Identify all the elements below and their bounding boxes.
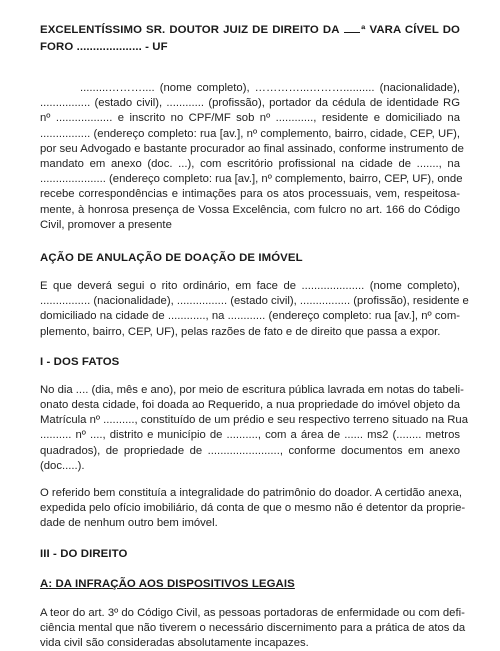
civil-code-paragraph	[40, 606, 466, 651]
court-number-blank	[344, 22, 360, 33]
paragraph-line: .........……….... (nome completo), …………...……….......... (nacionalidade),	[80, 82, 460, 94]
paragraph-line: Civil, promover a presente	[40, 218, 172, 231]
court-address-heading	[40, 22, 460, 56]
subsection-heading-legal-infraction: A: DA INFRAÇÃO AOS DISPOSITIVOS LEGAIS	[40, 577, 295, 590]
paragraph-line: plemento, bairro, CEP, UF), pelas razões de fato e de direito que passa a expor.	[40, 325, 441, 338]
section-heading-facts: I - DOS FATOS	[40, 355, 120, 368]
paragraph-line: .......... nº ...., distrito e município de .........., com a área de ...... ms2 (........ metros	[40, 429, 460, 442]
paragraph-line: nº .................. e inscrito no CPF/MF sob nº ............, residente e domiciliado na	[40, 112, 460, 125]
intro-paragraph	[40, 81, 464, 233]
paragraph-line: ................ (nacionalidade), ................ (estado civil), ................ (profissão), residente e	[40, 295, 469, 308]
section-heading-law: III - DO DIREITO	[40, 547, 128, 560]
paragraph-line: ..................... (endereço completo: rua [av.], nº complemento, bairro, CEP, UF), onde	[40, 173, 463, 186]
paragraph-line: (doc.....).	[40, 459, 85, 472]
paragraph-line: dade de nenhum outro bem imóvel.	[40, 517, 218, 530]
paragraph-line: por seu Advogado e bastante procurador ao final assinado, conforme instrumento de	[40, 142, 464, 155]
heading-line-2: FORO .................... - UF	[40, 41, 168, 53]
facts-paragraph	[40, 383, 468, 474]
heading-line-1-end: ª VARA CÍVEL DO	[361, 24, 461, 36]
paragraph-line: mandato em anexo (doc. ...), com escritório profissional na cidade de ......., na	[40, 158, 460, 171]
paragraph-line: vida civil são consideradas absolutamente incapazes.	[40, 637, 309, 650]
heading-line-1	[40, 22, 460, 39]
paragraph-line: No dia .... (dia, mês e ano), por meio de escritura pública lavrada em notas do tabeli-	[40, 383, 464, 396]
heading-line-1-start: EXCELENTÍSSIMO SR. DOUTOR JUIZ DE DIREITO DA	[40, 24, 340, 36]
paragraph-line: Matrícula nº .........., constituído de um prédio e seu respectivo terreno situado na Rua	[40, 414, 468, 427]
paragraph-line: mente, à honrosa presença de Vossa Excelência, com fulcro no art. 166 do Código	[40, 203, 460, 216]
paragraph-line: expedida pelo ofício imobiliário, dá conta de que o mesmo não é detentor da proprie-	[40, 502, 466, 515]
defendant-paragraph	[40, 279, 469, 340]
paragraph-line: ciência mental que não tiverem o necessário discernimento para a prática de atos da	[40, 621, 466, 634]
paragraph-line: ................ (endereço completo: rua [av.], nº complemento, bairro, cidade, CEP, UF),	[40, 127, 460, 140]
patrimony-paragraph	[40, 486, 466, 532]
paragraph-line: A teor do art. 3º do Código Civil, as pessoas portadoras de enfermidade ou com defi-	[40, 606, 465, 619]
paragraph-line: onato desta cidade, foi doada ao Requerido, a nua propriedade do imóvel objeto da	[40, 399, 460, 412]
paragraph-line: O referido bem constituía a integralidade do patrimônio do doador. A certidão anexa,	[40, 487, 463, 500]
paragraph-line: quadrados), de propriedade de ......................., conforme documentos em anexo	[40, 444, 460, 457]
paragraph-line: recebe correspondências e intimações para os atos processuais, vem, respeitosa-	[40, 188, 460, 201]
paragraph-line: ................ (estado civil), ............ (profissão), portador da cédula de identidade RG	[40, 97, 460, 110]
paragraph-line: domiciliado na cidade de ............, na ............ (endereço completo: rua [av.], nº com-	[40, 310, 460, 323]
action-title: AÇÃO DE ANULAÇÃO DE DOAÇÃO DE IMÓVEL	[40, 252, 303, 265]
paragraph-line: E que deverá segui o rito ordinário, em face de .................... (nome completo),	[40, 280, 460, 293]
